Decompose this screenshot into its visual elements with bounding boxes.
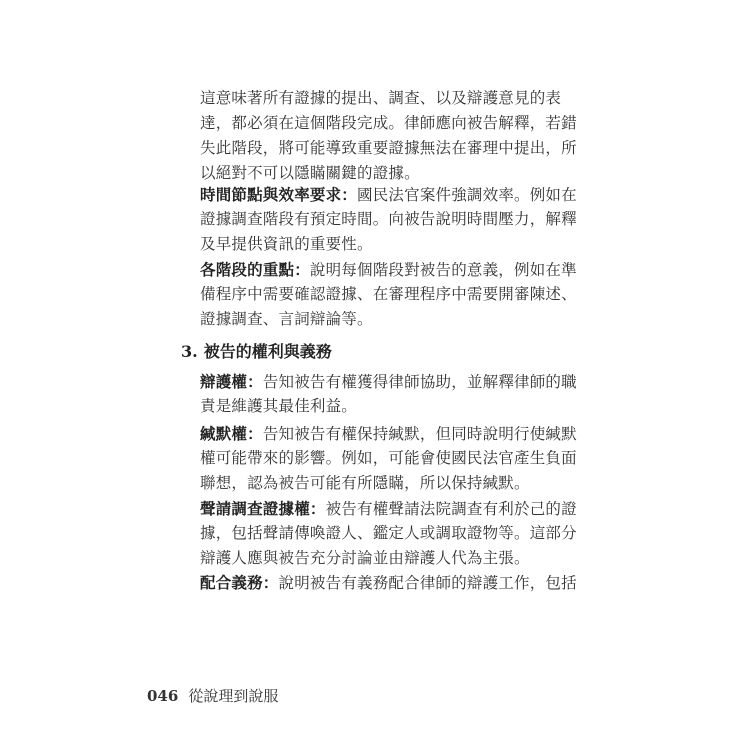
paragraph-line: 備程序中需要確認證據、在審理程序中需要開審陳述、 <box>200 285 577 303</box>
book-title: 從說理到說服 <box>188 687 279 705</box>
paragraph-line: 權可能帶來的影響。例如，可能會使國民法官產生負面 <box>200 449 577 467</box>
evidence-right-paragraph <box>200 496 577 571</box>
silence-right-paragraph <box>200 421 577 496</box>
paragraph-line <box>200 570 577 595</box>
paragraph-line: 責是維護其最佳利益。 <box>200 397 358 415</box>
page-number: 046 <box>147 687 179 705</box>
paragraph-line <box>200 182 577 207</box>
term-label: 辯護權： <box>200 372 263 391</box>
defense-right-paragraph <box>200 369 577 419</box>
paragraph-text: 告知被告有權保持緘默，但同時說明行使緘默 <box>262 425 577 443</box>
intro-paragraph <box>200 86 577 186</box>
paragraph-text: 告知被告有權獲得律師協助，並解釋律師的職 <box>262 373 577 391</box>
paragraph-line <box>200 421 577 446</box>
paragraph-line: 以絕對不可以隱瞞關鍵的證據。 <box>200 164 420 182</box>
page-footer <box>147 685 278 707</box>
paragraph-line: 及早提供資訊的重要性。 <box>200 235 373 253</box>
paragraph-line <box>200 369 577 394</box>
paragraph-line: 據，包括聲請傳喚證人、鑑定人或調取證物等。這部分 <box>200 524 577 542</box>
cooperation-duty-paragraph <box>200 570 577 595</box>
paragraph-line: 這意味著所有證據的提出、調查、以及辯護意見的表 <box>200 89 562 107</box>
paragraph-line: 證據調查階段有預定時間。向被告說明時間壓力，解釋 <box>200 210 577 228</box>
paragraph-line: 達，都必須在這個階段完成。律師應向被告解釋，若錯 <box>200 114 577 132</box>
paragraph-line: 證據調查、言詞辯論等。 <box>200 310 373 328</box>
term-label: 各階段的重點： <box>200 260 310 279</box>
paragraph-line <box>200 496 577 521</box>
term-label: 時間節點與效率要求： <box>200 185 358 204</box>
paragraph-line: 失此階段，將可能導致重要證據無法在審理中提出，所 <box>200 139 577 157</box>
paragraph-line: 聯想，認為被告可能有所隱瞞，所以保持緘默。 <box>200 474 530 492</box>
paragraph-text: 被告有權聲請法院調查有利於己的證 <box>325 500 577 518</box>
section-title: 被告的權利與義務 <box>203 342 332 361</box>
timing-paragraph <box>200 182 577 257</box>
paragraph-text: 說明每個階段對被告的意義，例如在準 <box>309 261 577 279</box>
paragraph-text: 國民法官案件強調效率。例如在 <box>357 186 577 204</box>
stages-paragraph <box>200 257 577 332</box>
section-number: 3. <box>181 342 198 361</box>
term-label: 配合義務： <box>200 573 279 592</box>
term-label: 緘默權： <box>200 424 263 443</box>
section-heading <box>181 340 332 364</box>
paragraph-line <box>200 257 577 282</box>
term-label: 聲請調查證據權： <box>200 499 326 518</box>
paragraph-text: 說明被告有義務配合律師的辯護工作，包括 <box>278 574 577 592</box>
paragraph-line: 辯護人應與被告充分討論並由辯護人代為主張。 <box>200 549 530 567</box>
